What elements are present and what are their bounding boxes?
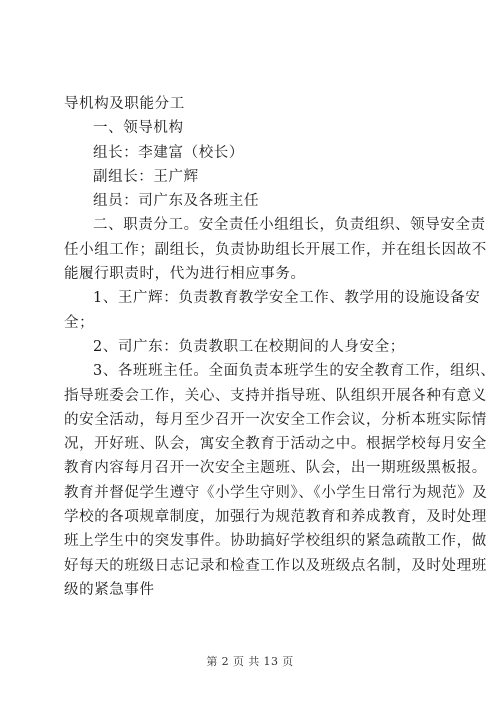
duty3-line: 班上学生中的突发事件。协助搞好学校组织的紧急疏散工作，做 <box>64 533 487 550</box>
duty3-line: 级的紧急事件 <box>64 581 155 598</box>
members-line: 组员：司广东及各班主任 <box>93 193 260 210</box>
duty3-line: 3、各班班主任。全面负责本班学生的安全教育工作，组织、 <box>93 363 496 380</box>
heading-partial: 导机构及职能分工 <box>64 96 185 112</box>
deputy-leader-line: 副组长：王广辉 <box>93 168 199 185</box>
section2-line: 二、职责分工。安全责任小组组长，负责组织、领导安全责 <box>93 217 486 234</box>
duty2-line: 2、司广东：负责教职工在校期间的人身安全； <box>93 338 405 355</box>
duty3-line: 的安全活动，每月至少召开一次安全工作会议，分析本班实际情 <box>64 411 487 428</box>
section2-line: 任小组工作；副组长，负责协助组长开展工作，并在组长因故不 <box>64 241 487 258</box>
duty1-line: 全； <box>64 314 95 331</box>
section2-line: 能履行职责时，代为进行相应事务。 <box>64 266 306 283</box>
section-title-leadership: 一、领导机构 <box>93 120 184 137</box>
duty1-line: 1、王广辉：负责教育教学安全工作、教学用的设施设备安 <box>93 290 481 307</box>
duty3-line: 教育内容每月召开一次安全主题班、队会，出一期班级黑板报。 <box>64 460 487 477</box>
duty3-line: 教育并督促学生遵守《小学生守则》、《小学生日常行为规范》及 <box>64 484 488 501</box>
duty3-line: 指导班委会工作，关心、支持并指导班、队组织开展各种有意义 <box>64 387 487 404</box>
duty3-line: 况，开好班、队会，寓安全教育于活动之中。根据学校每月安全 <box>64 436 487 453</box>
duty3-line: 好每天的班级日志记录和检查工作以及班级点名制，及时处理班 <box>64 557 487 574</box>
page-footer: 第 2 页 共 13 页 <box>206 655 294 668</box>
duty3-line: 学校的各项规章制度，加强行为规范教育和养成教育，及时处理 <box>64 509 487 526</box>
leader-line: 组长：李建富（校长） <box>93 144 244 161</box>
document-body <box>64 92 496 602</box>
